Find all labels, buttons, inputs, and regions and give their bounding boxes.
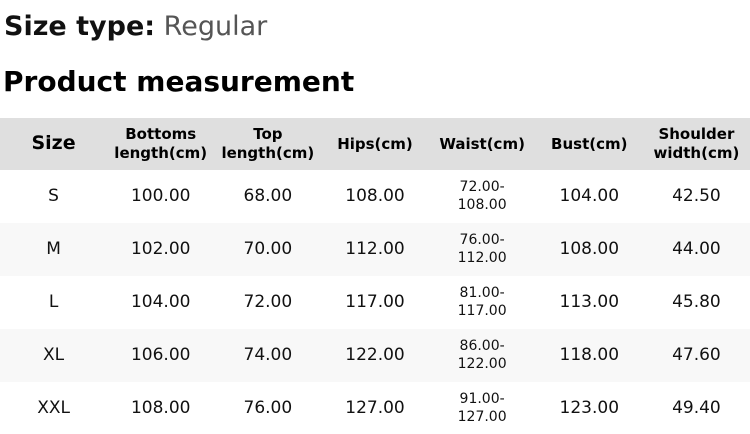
cell-value: 42.50: [672, 186, 721, 207]
cell-value: 123.00: [559, 398, 620, 419]
cell-bust: [536, 329, 643, 382]
cell-shoulder_width: [643, 223, 750, 276]
cell-value: 118.00: [559, 345, 620, 366]
cell-bottoms_length: [107, 329, 214, 382]
cell-value: M: [46, 239, 61, 260]
cell-waist: [429, 170, 536, 223]
cell-value: 106.00: [130, 345, 191, 366]
cell-value: 72.00: [243, 292, 293, 313]
column-header-top_length: Top length(cm): [214, 118, 321, 170]
cell-value: 76.00-112.00: [457, 231, 507, 267]
size-type-label: Size type:: [4, 11, 156, 42]
cell-bust: [536, 223, 643, 276]
cell-top_length: [214, 276, 321, 329]
cell-size: [0, 276, 107, 329]
cell-value: 112.00: [345, 239, 405, 260]
column-header-bust: Bust(cm): [536, 118, 643, 170]
cell-value: 68.00: [243, 186, 293, 207]
cell-hips: [321, 276, 428, 329]
cell-shoulder_width: [643, 329, 750, 382]
cell-bust: [536, 276, 643, 329]
cell-size: [0, 382, 107, 434]
cell-bust: [536, 382, 643, 434]
cell-waist: [429, 329, 536, 382]
table-row: [0, 170, 750, 223]
cell-value: 122.00: [345, 345, 405, 366]
cell-shoulder_width: [643, 276, 750, 329]
size-type-line: [4, 11, 750, 43]
cell-value: S: [48, 186, 59, 207]
size-type-value: Regular: [163, 11, 268, 42]
column-header-size: Size: [0, 118, 107, 170]
cell-top_length: [214, 329, 321, 382]
cell-hips: [321, 223, 428, 276]
cell-shoulder_width: [643, 170, 750, 223]
cell-value: 74.00: [243, 345, 293, 366]
cell-value: 49.40: [672, 398, 721, 419]
cell-top_length: [214, 223, 321, 276]
cell-value: 76.00: [243, 398, 293, 419]
cell-value: 108.00: [130, 398, 191, 419]
cell-value: L: [48, 292, 59, 313]
measurement-table: [0, 118, 750, 434]
table-head: [0, 118, 750, 170]
cell-value: 104.00: [130, 292, 191, 313]
section-title: Product measurement: [3, 65, 355, 99]
cell-value: 86.00-122.00: [457, 337, 507, 373]
cell-bust: [536, 170, 643, 223]
cell-bottoms_length: [107, 382, 214, 434]
cell-value: 113.00: [559, 292, 620, 313]
cell-hips: [321, 329, 428, 382]
cell-hips: [321, 170, 428, 223]
cell-waist: [429, 223, 536, 276]
table-row: [0, 276, 750, 329]
cell-value: XXL: [37, 398, 70, 419]
cell-value: 72.00-108.00: [457, 178, 507, 214]
cell-top_length: [214, 382, 321, 434]
cell-value: XL: [43, 345, 65, 366]
column-header-bottoms_length: Bottoms length(cm): [107, 118, 214, 170]
cell-value: 117.00: [345, 292, 405, 313]
cell-value: 44.00: [672, 239, 721, 260]
cell-size: [0, 170, 107, 223]
cell-bottoms_length: [107, 276, 214, 329]
cell-size: [0, 223, 107, 276]
cell-bottoms_length: [107, 170, 214, 223]
cell-bottoms_length: [107, 223, 214, 276]
cell-size: [0, 329, 107, 382]
cell-value: 108.00: [345, 186, 405, 207]
table-header-row: [0, 118, 750, 170]
cell-value: 102.00: [130, 239, 191, 260]
cell-value: 47.60: [672, 345, 721, 366]
cell-value: 81.00-117.00: [457, 284, 507, 320]
table-row: [0, 382, 750, 434]
table-body: [0, 170, 750, 434]
table-row: [0, 329, 750, 382]
column-header-waist: Waist(cm): [429, 118, 536, 170]
cell-value: 100.00: [130, 186, 191, 207]
cell-value: 70.00: [243, 239, 293, 260]
cell-waist: [429, 276, 536, 329]
column-header-hips: Hips(cm): [321, 118, 428, 170]
cell-value: 91.00-127.00: [457, 390, 507, 426]
cell-value: 108.00: [559, 239, 620, 260]
cell-top_length: [214, 170, 321, 223]
cell-hips: [321, 382, 428, 434]
cell-value: 104.00: [559, 186, 620, 207]
cell-shoulder_width: [643, 382, 750, 434]
table-row: [0, 223, 750, 276]
cell-value: 45.80: [672, 292, 721, 313]
cell-waist: [429, 382, 536, 434]
cell-value: 127.00: [345, 398, 405, 419]
column-header-shoulder_width: Shoulder width(cm): [643, 118, 750, 170]
